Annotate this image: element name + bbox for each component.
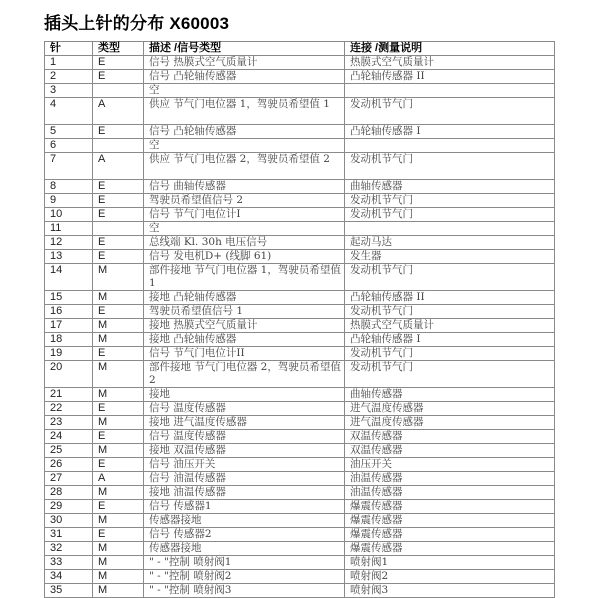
connection-cell: 发动机节气门 [345,347,555,361]
table-row [45,430,555,444]
pin-cell: 31 [45,528,93,542]
connection-cell [345,222,555,236]
description-cell: 接地 进气温度传感器 [144,416,345,430]
connection-cell: 发动机节气门 [345,305,555,319]
connection-cell: 喷射阀3 [345,584,555,598]
description-cell: 接地 热膜式空气质量计 [144,319,345,333]
table-row [45,139,555,153]
type-cell: E [93,458,144,472]
type-cell: E [93,250,144,264]
table-row [45,153,555,180]
type-cell: A [93,98,144,125]
type-cell: M [93,388,144,402]
type-cell: M [93,584,144,598]
description-cell: 信号 节气门电位计II [144,347,345,361]
description-cell: 驾驶员希望值信号 2 [144,194,345,208]
table-row [45,250,555,264]
pin-cell: 16 [45,305,93,319]
connection-cell: 凸轮轴传感器 II [345,291,555,305]
pin-cell: 7 [45,153,93,180]
table-row [45,84,555,98]
description-cell: 信号 凸轮轴传感器 [144,70,345,84]
table-row [45,291,555,305]
type-cell: E [93,208,144,222]
description-cell: 总线端 Kl. 30h 电压信号 [144,236,345,250]
description-cell: 空 [144,222,345,236]
type-cell: M [93,556,144,570]
pin-cell: 23 [45,416,93,430]
connection-cell: 曲轴传感器 [345,388,555,402]
table-row [45,56,555,70]
description-cell: 信号 凸轮轴传感器 [144,125,345,139]
connection-cell: 爆震传感器 [345,500,555,514]
type-cell: A [93,472,144,486]
type-cell: M [93,444,144,458]
document-title: 插头上针的分布 X60003 [44,14,230,33]
pin-cell: 8 [45,180,93,194]
description-cell: 信号 节气门电位计I [144,208,345,222]
description-cell: 空 [144,139,345,153]
type-cell: M [93,486,144,500]
description-cell: " - "控制 喷射阀1 [144,556,345,570]
connection-cell: 爆震传感器 [345,528,555,542]
table-row [45,347,555,361]
table-row [45,570,555,584]
connection-cell: 油压开关 [345,458,555,472]
connection-cell: 进气温度传感器 [345,402,555,416]
connection-cell: 发动机节气门 [345,264,555,291]
table-row [45,180,555,194]
table-row [45,486,555,500]
type-cell [93,84,144,98]
pin-assignment-table [44,41,555,598]
description-cell: 部件接地 节气门电位器 1，驾驶员希望值 1 [144,264,345,291]
description-cell: 传感器接地 [144,514,345,528]
type-cell: M [93,333,144,347]
type-cell: M [93,416,144,430]
description-cell: 信号 温度传感器 [144,402,345,416]
table-row [45,416,555,430]
pin-cell: 17 [45,319,93,333]
connection-cell [345,84,555,98]
description-cell: 接地 凸轮轴传感器 [144,291,345,305]
type-cell: E [93,125,144,139]
pin-cell: 19 [45,347,93,361]
connection-cell: 进气温度传感器 [345,416,555,430]
type-cell: M [93,291,144,305]
table-row [45,472,555,486]
pin-cell: 35 [45,584,93,598]
pin-cell: 33 [45,556,93,570]
pin-cell: 10 [45,208,93,222]
description-cell: 接地 [144,388,345,402]
connection-cell: 发动机节气门 [345,153,555,180]
table-row [45,584,555,598]
pin-cell: 3 [45,84,93,98]
type-cell: E [93,402,144,416]
type-cell: M [93,570,144,584]
pin-cell: 5 [45,125,93,139]
pin-cell: 18 [45,333,93,347]
pin-cell: 13 [45,250,93,264]
table-row [45,333,555,347]
type-cell: E [93,305,144,319]
table-row [45,500,555,514]
pin-cell: 14 [45,264,93,291]
connection-cell: 喷射阀1 [345,556,555,570]
description-cell: 信号 油温传感器 [144,472,345,486]
description-cell: " - "控制 喷射阀3 [144,584,345,598]
description-cell: 供应 节气门电位器 2，驾驶员希望值 2 [144,153,345,180]
description-cell: 信号 油压开关 [144,458,345,472]
pin-cell: 4 [45,98,93,125]
type-cell: E [93,347,144,361]
table-row [45,194,555,208]
connection-cell: 双温传感器 [345,430,555,444]
connection-cell [345,139,555,153]
table-row [45,528,555,542]
table-row [45,388,555,402]
connection-cell: 发动机节气门 [345,194,555,208]
table-row [45,402,555,416]
connection-cell: 凸轮轴传感器 II [345,70,555,84]
connection-cell: 爆震传感器 [345,514,555,528]
description-cell: 信号 热膜式空气质量计 [144,56,345,70]
table-row [45,556,555,570]
pin-cell: 2 [45,70,93,84]
type-cell: M [93,319,144,333]
pin-cell: 20 [45,361,93,388]
type-cell: E [93,430,144,444]
table-row [45,264,555,291]
table-row [45,70,555,84]
type-cell: M [93,514,144,528]
description-cell: 供应 节气门电位器 1，驾驶员希望值 1 [144,98,345,125]
pin-cell: 29 [45,500,93,514]
pin-cell: 32 [45,542,93,556]
description-cell: 驾驶员希望值信号 1 [144,305,345,319]
pin-cell: 21 [45,388,93,402]
type-cell: E [93,70,144,84]
connection-cell: 发生器 [345,250,555,264]
type-cell: E [93,528,144,542]
description-cell: 信号 曲轴传感器 [144,180,345,194]
pin-cell: 24 [45,430,93,444]
description-cell: 接地 油温传感器 [144,486,345,500]
connection-cell: 爆震传感器 [345,542,555,556]
table-row [45,208,555,222]
type-cell: M [93,264,144,291]
type-cell: M [93,361,144,388]
connection-cell: 热膜式空气质量计 [345,56,555,70]
table-row [45,236,555,250]
description-cell: 信号 发电机D+ (线脚 61) [144,250,345,264]
header-type: 类型 [93,42,144,56]
type-cell: E [93,500,144,514]
table-row [45,514,555,528]
connection-cell: 发动机节气门 [345,361,555,388]
type-cell: E [93,180,144,194]
header-connection: 连接 /测量说明 [345,42,555,56]
pin-cell: 6 [45,139,93,153]
pin-cell: 26 [45,458,93,472]
table-row [45,361,555,388]
type-cell: E [93,194,144,208]
table-row [45,542,555,556]
pin-cell: 1 [45,56,93,70]
type-cell: M [93,542,144,556]
description-cell: " - "控制 喷射阀2 [144,570,345,584]
type-cell: E [93,56,144,70]
description-cell: 信号 温度传感器 [144,430,345,444]
connection-cell: 喷射阀2 [345,570,555,584]
description-cell: 接地 双温传感器 [144,444,345,458]
pin-cell: 25 [45,444,93,458]
connection-cell: 油温传感器 [345,486,555,500]
header-description: 描述 /信号类型 [144,42,345,56]
description-cell: 信号 传感器1 [144,500,345,514]
connection-cell: 热膜式空气质量计 [345,319,555,333]
connection-cell: 起动马达 [345,236,555,250]
connection-cell: 凸轮轴传感器 I [345,333,555,347]
table-row [45,305,555,319]
pin-cell: 9 [45,194,93,208]
table-row [45,222,555,236]
connection-cell: 发动机节气门 [345,98,555,125]
pin-cell: 12 [45,236,93,250]
type-cell: E [93,236,144,250]
connection-cell: 双温传感器 [345,444,555,458]
pin-cell: 28 [45,486,93,500]
description-cell: 部件接地 节气门电位器 2，驾驶员希望值 2 [144,361,345,388]
type-cell: A [93,153,144,180]
pin-cell: 34 [45,570,93,584]
table-row [45,458,555,472]
description-cell: 接地 凸轮轴传感器 [144,333,345,347]
table-row [45,319,555,333]
type-cell [93,139,144,153]
table-row [45,444,555,458]
table-body [45,56,555,598]
connection-cell: 凸轮轴传感器 I [345,125,555,139]
table-row [45,98,555,125]
pin-cell: 27 [45,472,93,486]
description-cell: 信号 传感器2 [144,528,345,542]
type-cell [93,222,144,236]
pin-cell: 15 [45,291,93,305]
pin-cell: 30 [45,514,93,528]
connection-cell: 油温传感器 [345,472,555,486]
pin-cell: 11 [45,222,93,236]
header-pin: 针 [45,42,93,56]
connection-cell: 发动机节气门 [345,208,555,222]
description-cell: 传感器接地 [144,542,345,556]
connection-cell: 曲轴传感器 [345,180,555,194]
table-header-row [45,42,555,56]
pin-cell: 22 [45,402,93,416]
description-cell: 空 [144,84,345,98]
table-row [45,125,555,139]
